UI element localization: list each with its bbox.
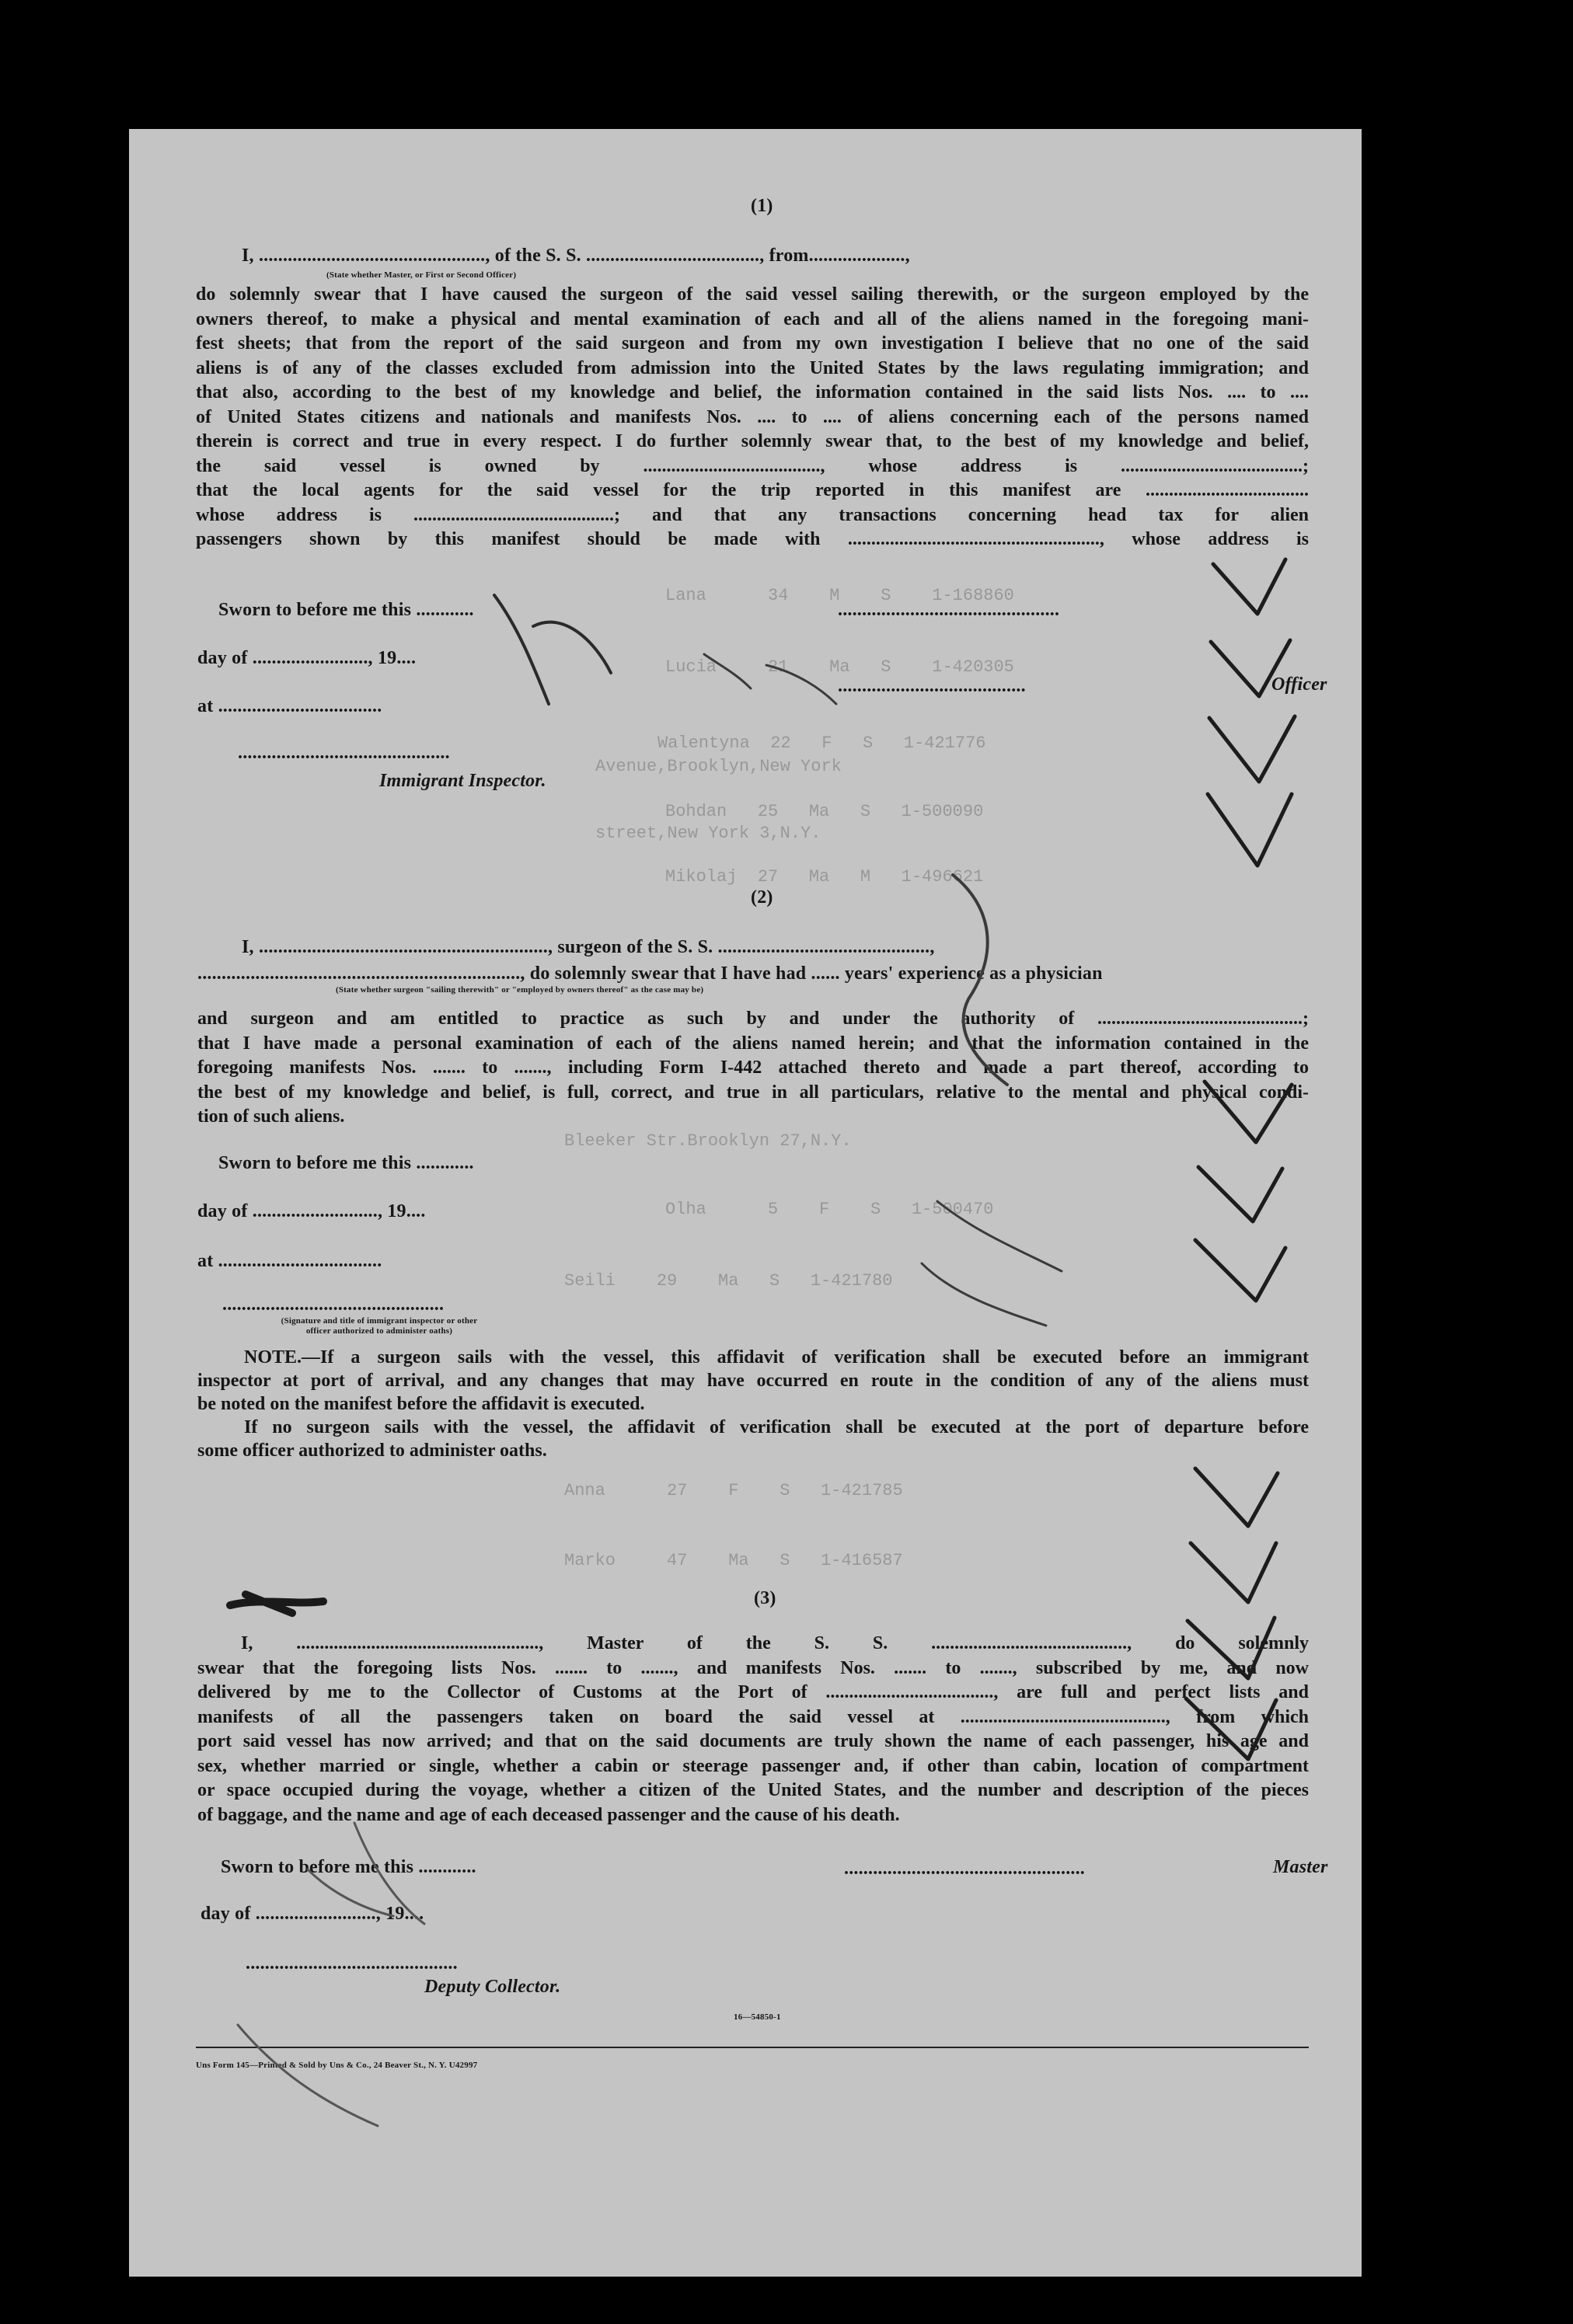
handwritten-entry <box>922 1201 1062 1326</box>
section1-oath-line: do solemnly swear that I have caused the surgeon of the said vessel sailing therewith, or the surgeon employed by the <box>196 284 1309 305</box>
handwritten-entry <box>704 654 836 704</box>
section1-oath-line: whose address is ...........................................; and that any transactions concerning head tax for alien <box>196 504 1309 525</box>
section2-surgeon-note: (State whether surgeon "sailing therewith" or "employed by owners thereof" as the case may be) <box>336 985 704 995</box>
check-mark <box>1186 1699 1276 1759</box>
printer-line: Uns Form 145—Printed & Sold by Uns & Co., 24 Beaver St., N. Y. U42997 <box>196 2061 478 2070</box>
check-mark <box>1205 1082 1292 1142</box>
section2-signature-note: (Signature and title of immigrant inspector or other officer authorized to administer oaths) <box>281 1316 478 1336</box>
section1-officer-label: Officer <box>1271 674 1327 695</box>
section3-number: (3) <box>754 1588 776 1608</box>
section2-oath-line: tion of such aliens. <box>197 1106 345 1127</box>
binder-hole <box>1477 2044 1514 2081</box>
binder-hole <box>1441 190 1478 227</box>
section3-master-label: Master <box>1273 1857 1328 1877</box>
section3-day: day of ........................., 19.... <box>201 1904 424 1924</box>
check-mark <box>1198 1167 1282 1221</box>
section1-officer-dots: .............................................. <box>838 600 1060 620</box>
section1-oath-line: that the local agents for the said vessel for the trip reported in this manifest are ................................... <box>196 480 1309 500</box>
check-mark <box>1208 794 1292 866</box>
section1-oath-line: of United States citizens and nationals and manifests Nos. .... to .... of aliens concerning each of the persons named <box>196 406 1309 427</box>
section2-note2-line: If no surgeon sails with the vessel, the affidavit of verification shall be executed at the port of departure before <box>244 1417 1309 1437</box>
section2-oath-line: that I have made a personal examination of each of the aliens named herein; and that the information contained in the <box>197 1033 1309 1054</box>
section2-note-line: be noted on the manifest before the affidavit is executed. <box>197 1394 645 1414</box>
form-page: Lana 34 M S 1-168860 Lucia 21 Ma S 1-420305 Walentyna 22 F S 1-421776 Avenue,Brooklyn,New York Bohdan 25 Ma S 1-500090 street,New York 3,N.Y. Mikolaj 27 Ma M 1-496621 Bleeker Str.Brooklyn 27,N.Y. Olha 5 F S 1-500470 Seili 29 Ma S 1-421780 Anna 27 F S 1-421785 Marko 47 Ma S 1-416587 (1) I, ..............................................., of the S. S. ...................................., from...................., (State whether Master, or First or Second Officer) do solemnly swear that I have caused the surgeon of the said vessel sailing therewith, or the surgeon employed by the owners thereof, to make a physical and mental examination of each and all of the aliens named in the foregoing mani- fest sheets; that from the report of the said surgeon and from my own investigation I believe that no one of the said aliens is of any of the classes excluded from admission into the United States by the laws regulating immigration; and that also, according to the best of my knowledge and belief, the information contained in the said lists Nos. .... to .... of United States citizens and nationals and manifests Nos. .... to .... of aliens concerning each of the persons named therein is correct and true in every respect. I do further solemnly swear that, to the best of my knowledge and belief, the said vessel is owned by ......................................, whose address is .......................................; that the local agents for the said vessel for the trip reported in this manifest are ................................... whose address is ...........................................; and that any transactions concerning head tax for alien passengers shown by this manifest should be made with ......................................................, whose address is Sworn to before me this ............ .............................................. day of ........................, 19.... ....................................... Officer at .................................. ............................................ Immigrant Inspector. (2) I, ............................................................, surgeon of the S. S. ............................................, ..................................................................., do solemnly swear that I have had ...... years' experience as a physician (State whether surgeon "sailing therewith" or "employed by owners thereof" as the case may be) and surgeon and am entitled to practice as such by and under the authority of ............................................; that I have made a personal examination of each of the aliens named herein; and that the information contained in the foregoing manifests Nos. ....... to ......., including Form I-442 attached thereto and made a part thereof, according to the best of my knowledge and belief, is full, correct, and true in all particulars, relative to the mental and physical condi- tion of such aliens. Sworn to before me this ............ day of .........................., 19.... at .................................. .............................................. (Signature and title of immigrant inspector or other officer authorized to administer oaths) NOTE.—If a surgeon sails with the vessel, this affidavit of verification shall be executed before an immigrant inspector at port of arrival, and any changes that may have occurred en route in the condition of any of the aliens must be noted on the manifest before the affidavit is executed. If no surgeon sails with the vessel, the affidavit of verification shall be executed at the port of departure before some officer authorized to administer oaths. (3) I, ...................................................., Master of the S. S. .........................................., do solemnly swear that the foregoing lists Nos. ....... to ......., and manifests Nos. ....... to ......., subscribed by me, and now delivered by me to the Collector of Customs at the Port of ...................................., are full and perfect lists and manifests of all the passengers taken on board the said vessel at ............................................, from which port said vessel has now arrived; and that on the said documents are truly shown the name of each passenger, his age and sex, whether married or single, whether a cabin or steerage passenger and, if other than cabin, location of compartment or space occupied during the voyage, whether a citizen of the United States, and the number and description of the pieces of baggage, and the name and age of each deceased passenger and the cause of his death. Sworn to before me this ............ .................................................. Master day of ........................., 19.... ............................................ Deputy Collector. 16—54850-1 Uns Form 145—Printed & Sold by Uns & Co., 24 Beaver St., N. Y. U42997 <box>129 129 1362 2277</box>
margin-dash <box>1481 1108 1498 1112</box>
section1-oath-line: therein is correct and true in every respect. I do further solemnly swear that, to the best of my knowledge and belief, <box>196 431 1309 451</box>
binder-hole <box>1472 1192 1509 1229</box>
section3-collector-line: ............................................ <box>246 1953 458 1974</box>
binder-hole <box>1455 1689 1492 1726</box>
form-number: 16—54850-1 <box>734 2012 781 2022</box>
section2-signature-line: .............................................. <box>222 1294 445 1315</box>
section2-at: at .................................. <box>197 1251 382 1271</box>
section2-experience-line: ..................................................................., do solemnly swear that I have had ...... years' experience as a physician <box>197 963 1103 984</box>
section3-master-line: .................................................. <box>844 1859 1085 1879</box>
section2-sworn: Sworn to before me this ............ <box>218 1153 474 1173</box>
section2-note2-line: some officer authorized to administer oaths. <box>197 1441 547 1461</box>
section1-master-line: I, ..............................................., of the S. S. ...................................., from...................., <box>242 246 910 266</box>
section1-oath-line: that also, according to the best of my knowledge and belief, the information contained in the said lists Nos. .... to .... <box>196 382 1309 402</box>
section3-sworn: Sworn to before me this ............ <box>221 1857 476 1877</box>
section3-collector-label: Deputy Collector. <box>424 1977 561 1997</box>
margin-dash <box>1446 1430 1463 1434</box>
section3-oath-line: manifests of all the passengers taken on board the said vessel at ............................................, from which <box>197 1706 1309 1727</box>
check-mark <box>1191 1543 1276 1602</box>
handwritten-entry <box>238 2025 378 2126</box>
binder-hole <box>1446 701 1483 738</box>
binder-hole <box>1444 836 1481 873</box>
handwritten-entry <box>953 875 1007 1085</box>
check-mark <box>1209 716 1295 782</box>
section1-sworn: Sworn to before me this ............ <box>218 600 474 620</box>
binder-hole <box>1470 339 1508 376</box>
handwritten-entry <box>230 1594 323 1613</box>
section2-oath-line: and surgeon and am entitled to practice as such by and under the authority of ............................................; <box>197 1009 1309 1029</box>
section3-oath-line: of baggage, and the name and age of each deceased passenger and the cause of his death. <box>197 1804 900 1825</box>
check-mark <box>1211 640 1290 696</box>
section2-note-line: inspector at port of arrival, and any changes that may have occurred en route in the condition of any of the aliens must <box>197 1371 1309 1391</box>
section3-oath-line: I, ...................................................., Master of the S. S. .........................................., do solemnly <box>241 1633 1309 1653</box>
section1-officer-line: ....................................... <box>838 676 1026 696</box>
section3-oath-line: delivered by me to the Collector of Customs at the Port of ...................................., are full and perfect lists and <box>197 1682 1309 1702</box>
section2-surgeon-line: I, ............................................................, surgeon of the S. S. ............................................, <box>242 937 935 957</box>
handwritten-entry <box>494 595 611 704</box>
section2-day: day of .........................., 19.... <box>197 1201 426 1221</box>
section1-inspector-label: Immigrant Inspector. <box>379 771 546 791</box>
check-mark <box>1188 1618 1275 1678</box>
section3-oath-line: swear that the foregoing lists Nos. ....... to ......., and manifests Nos. ....... to ......., subscribed by me, and now <box>197 1657 1309 1678</box>
section1-oath-line: passengers shown by this manifest should be made with ......................................................, whose address is <box>196 529 1309 549</box>
section1-number: (1) <box>751 196 773 216</box>
section2-number: (2) <box>751 887 773 908</box>
section1-at: at .................................. <box>197 696 382 716</box>
section3-oath-line: or space occupied during the voyage, whether a citizen of the United States, and the number and description of the pieces <box>197 1780 1309 1800</box>
section1-master-note: (State whether Master, or First or Second Officer) <box>326 270 517 280</box>
binder-hole <box>1458 1557 1495 1594</box>
section3-oath-line: port said vessel has now arrived; and that on the said documents are truly shown the name of each passenger, his age and <box>197 1731 1309 1751</box>
handwritten-entry <box>308 1823 424 1924</box>
note-label: NOTE. <box>244 1347 302 1368</box>
check-mark <box>1213 559 1285 614</box>
binder-hole <box>1464 2204 1502 2241</box>
section2-oath-line: the best of my knowledge and belief, is full, correct, and true in all particulars, relative to the mental and physical condi- <box>197 1082 1309 1103</box>
section1-inspector-line: ............................................ <box>238 743 450 763</box>
section1-oath-line: fest sheets; that from the report of the said surgeon and from my own investigation I believe that no one of the said <box>196 333 1309 354</box>
check-mark <box>1195 1469 1278 1526</box>
note-text: —If a surgeon sails with the vessel, this affidavit of verification shall be executed before an immigrant <box>302 1347 1309 1368</box>
section1-oath-line: the said vessel is owned by ......................................, whose address is .......................................; <box>196 455 1309 476</box>
section1-oath-line: aliens is of any of the classes excluded from admission into the United States by the laws regulating immigration; and <box>196 357 1309 378</box>
section2-oath-line: foregoing manifests Nos. ....... to ......., including Form I-442 attached thereto and made a part thereof, according to <box>197 1057 1309 1078</box>
section1-oath-line: owners thereof, to make a physical and mental examination of each and all of the aliens named in the foregoing mani- <box>196 308 1309 329</box>
section3-oath-line: sex, whether married or single, whether a cabin or steerage passenger and, if other than cabin, location of compartment <box>197 1755 1309 1776</box>
handwriting-marks <box>129 129 1362 2277</box>
check-mark <box>1195 1240 1285 1301</box>
section1-day: day of ........................, 19.... <box>197 648 417 668</box>
